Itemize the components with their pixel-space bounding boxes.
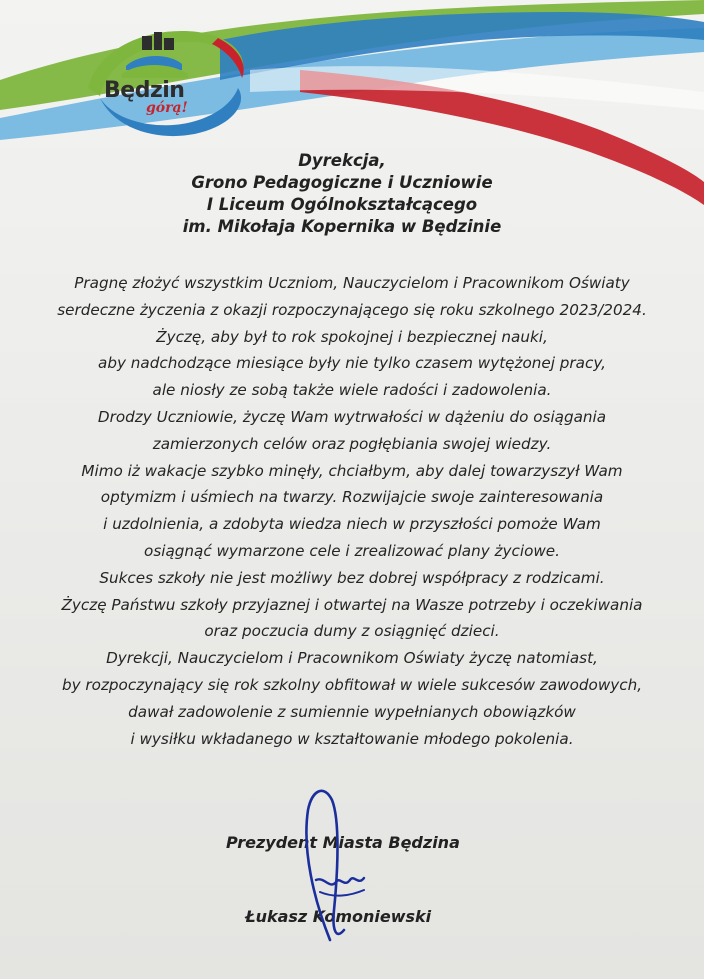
addressee-line: Grono Pedagogiczne i Uczniowie (191, 173, 493, 192)
body-line: i uzdolnienia, a zdobyta wiedza niech w przyszłości pomoże Wam (103, 515, 601, 534)
body-line: dawał zadowolenie z sumiennie wypełnianych obowiązków (128, 702, 576, 721)
body-line: i wysiłku wkładanego w kształtowanie młodego pokolenia. (130, 729, 574, 748)
signatory-title: Prezydent Miasta Będzina (226, 833, 460, 852)
body-line: Dyrekcji, Nauczycielom i Pracownikom Oświaty życzę natomiast, (106, 649, 598, 668)
body-line: ale niosły ze sobą także wiele radości i zadowolenia. (152, 381, 552, 400)
body-line: Mimo iż wakacje szybko minęły, chciałbym, aby dalej towarzyszył Wam (81, 461, 623, 480)
body-line: osiągnąć wymarzone cele i zrealizować plany życiowe. (144, 541, 560, 560)
body-line: Życzę Państwu szkoły przyjaznej i otwartej na Wasze potrzeby i oczekiwania (61, 595, 643, 614)
body-line: Drodzy Uczniowie, życzę Wam wytrwałości w dążeniu do osiągania (97, 407, 607, 426)
body-line: Pragnę złożyć wszystkim Uczniom, Nauczycielom i Pracownikom Oświaty (74, 274, 630, 292)
logo-name: Będzin (104, 78, 185, 103)
body-line: zamierzonych celów oraz pogłębiania swojej wiedzy. (152, 434, 552, 453)
addressee-line: Dyrekcja, (298, 151, 386, 170)
addressee-line: im. Mikołaja Kopernika w Będzinie (182, 217, 502, 236)
body-line: aby nadchodzące miesiące były nie tylko czasem wytężonej pracy, (98, 354, 606, 373)
handwritten-signature-icon (280, 780, 400, 950)
letter-addressee (0, 150, 704, 238)
letter-body (0, 270, 704, 752)
body-line: Sukces szkoły nie jest możliwy bez dobrej współpracy z rodzicami. (99, 568, 605, 587)
body-line: by rozpoczynający się rok szkolny obfitował w wiele sukcesów zawodowych, (61, 675, 643, 694)
addressee-line: I Liceum Ogólnokształcącego (206, 195, 478, 214)
body-line: serdeczne życzenia z okazji rozpoczynającego się roku szkolnego 2023/2024. (57, 300, 647, 319)
body-line: optymizm i uśmiech na twarzy. Rozwijajcie swoje zainteresowania (100, 488, 604, 507)
signatory-name: Łukasz Komoniewski (245, 907, 432, 926)
body-line: oraz poczucia dumy z osiągnięć dzieci. (204, 622, 500, 641)
body-line: Życzę, aby był to rok spokojnej i bezpiecznej nauki, (156, 327, 548, 346)
logo-slogan: górą! (146, 100, 188, 116)
